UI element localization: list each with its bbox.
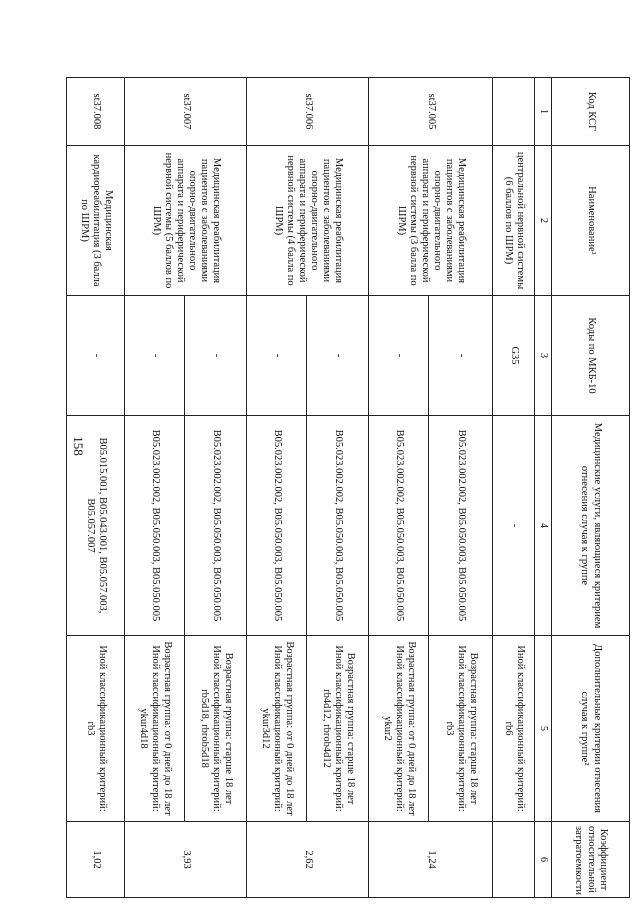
column-number: 3 (535, 296, 552, 416)
services-cell: B05.023.002.002, B05.050.003, B05.050.005 (185, 416, 247, 636)
services-cell: B05.015.001, B05.043.001, B05.057.003, B05.057.007 (67, 416, 125, 636)
header-services: Медицинские услуги, являющиеся критерием отнесения случая к группе (552, 416, 630, 636)
name-cell: центральной нервной системы (6 баллов по ШРМ) (493, 146, 535, 296)
coefficient-cell: 1,02 (67, 822, 125, 898)
services-cell: B05.023.002.002, B05.050.003, B05.050.005 (125, 416, 185, 636)
mkb-cell: - (429, 296, 493, 416)
mkb-cell: - (307, 296, 369, 416)
header-criteria: Дополнительные критерии отнесения случая к группе² (552, 636, 630, 822)
criteria-cell: Возрастная группа: от 0 дней до 18 лет Иной классификационный критерий: ykur4d18 (125, 636, 185, 822)
mkb-cell: G35 (493, 296, 535, 416)
coefficient-cell (493, 822, 535, 898)
table-row (185, 78, 247, 898)
code-cell: st37.008 (67, 78, 125, 146)
table-row (307, 78, 369, 898)
column-number: 5 (535, 636, 552, 822)
table-row (67, 78, 125, 898)
code-cell: st37.005 (369, 78, 493, 146)
header-coefficient: Коэффициент относительной затратоемкости (552, 822, 630, 898)
code-cell: st37.006 (247, 78, 369, 146)
criteria-cell: Иной классификационный критерий: rb3 (67, 636, 125, 822)
services-cell: B05.023.002.002, B05.050.003, B05.050.005 (429, 416, 493, 636)
name-cell: Медицинская реабилитация пациентов с заболеваниями опорно-двигательного аппарата и периферической нервной системы (5 баллов по ШРМ) (125, 146, 247, 296)
header-code: Код КСГ (552, 78, 630, 146)
column-number: 6 (535, 822, 552, 898)
page-number: 158 (71, 436, 86, 456)
mkb-cell: - (247, 296, 307, 416)
criteria-cell: Возрастная группа: старше 18 лет Иной классификационный критерий: rb4d12, rbrob4d12 (307, 636, 369, 822)
services-cell: B05.023.002.002, B05.050.003, B05.050.005 (369, 416, 429, 636)
criteria-cell: Возрастная группа: от 0 дней до 18 лет Иной классификационный критерий: ykur2 (369, 636, 429, 822)
services-cell: B05.023.002.002, B05.050.003, B05.050.005 (247, 416, 307, 636)
coefficient-cell: 3,93 (125, 822, 247, 898)
name-cell: Медицинская реабилитация пациентов с заболеваниями опорно-двигательного аппарата и периферической нервной системы (3 балла по ШРМ) (369, 146, 493, 296)
code-cell: st37.007 (125, 78, 247, 146)
services-cell: - (493, 416, 535, 636)
services-cell: B05.023.002.002, B05.050.003, B05.050.005 (307, 416, 369, 636)
header-row (552, 78, 630, 898)
coefficient-cell: 1,24 (369, 822, 493, 898)
mkb-cell: - (185, 296, 247, 416)
mkb-cell: - (125, 296, 185, 416)
criteria-cell: Возрастная группа: от 0 дней до 18 лет Иной классификационный критерий: ykur3d12 (247, 636, 307, 822)
ksg-table (67, 77, 631, 898)
column-number: 2 (535, 146, 552, 296)
criteria-cell: Иной классификационный критерий: rb6 (493, 636, 535, 822)
column-number-row (535, 78, 552, 898)
criteria-cell: Возрастная группа: старше 18 лет Иной классификационный критерий: rb5d18, rbrob5d18 (185, 636, 247, 822)
name-cell: Медицинская реабилитация пациентов с заболеваниями опорно-двигательного аппарата и периферической нервной системы (4 балла по ШРМ) (247, 146, 369, 296)
criteria-cell: Возрастная группа: старше 18 лет Иной классификационный критерий: rb3 (429, 636, 493, 822)
header-mkb: Коды по МКБ-10 (552, 296, 630, 416)
table-row (493, 78, 535, 898)
code-cell (493, 78, 535, 146)
mkb-cell: - (369, 296, 429, 416)
column-number: 4 (535, 416, 552, 636)
mkb-cell: - (67, 296, 125, 416)
coefficient-cell: 2,62 (247, 822, 369, 898)
table-row (429, 78, 493, 898)
header-name: Наименование¹ (552, 146, 630, 296)
name-cell: Медицинская кардиореабилитация (3 балла по ШРМ) (67, 146, 125, 296)
column-number: 1 (535, 78, 552, 146)
